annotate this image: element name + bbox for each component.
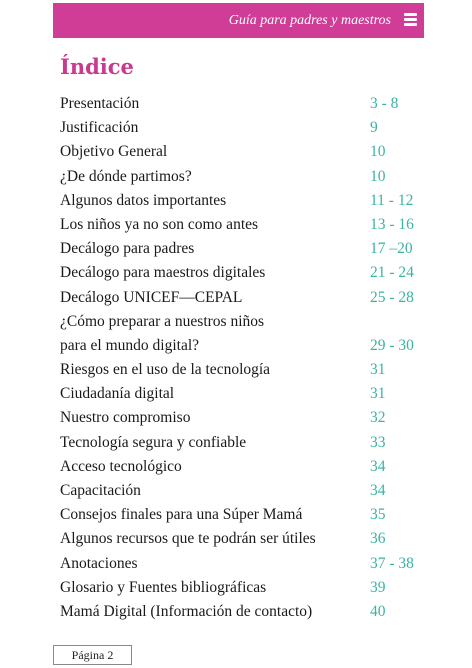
toc-entry[interactable] [60,286,435,310]
toc-entry[interactable] [60,552,435,576]
toc-entry-label: ¿Cómo preparar a nuestros niños [60,312,265,330]
toc-entry-page: 13 - 16 [370,215,414,233]
toc-entry-label: para el mundo digital? [60,336,200,354]
toc-entry-label: Decálogo para padres [60,240,195,258]
page-title: Índice [60,54,134,79]
header-title: Guía para padres y maestros [228,13,391,28]
toc-entry-page: 40 [370,602,386,620]
toc-entry[interactable] [60,189,435,213]
toc-entry-page: 17 –20 [370,240,413,258]
header-bar [53,3,424,38]
toc-entry[interactable] [60,503,435,527]
toc-entry[interactable] [60,431,435,455]
toc-entry-page: 37 - 38 [370,554,414,572]
toc-entry[interactable] [60,213,435,237]
toc-entry-label: Presentación [60,95,140,112]
toc-entry-label: Algunos datos importantes [60,191,227,209]
toc-entry[interactable] [60,310,435,334]
toc-entry-page: 31 [370,361,386,379]
toc-entry[interactable] [60,92,435,116]
toc-entry-page: 10 [370,143,386,161]
toc-entry-label: Ciudadanía digital [60,385,175,403]
toc-entry-label: Decálogo UNICEF—CEPAL [60,288,243,306]
table-of-contents [60,92,435,624]
toc-entry-label: Nuestro compromiso [60,409,191,427]
toc-entry-page: 9 [370,119,378,137]
toc-entry-page: 34 [370,457,386,475]
page-number-badge: Página 2 [53,645,132,665]
toc-entry[interactable] [60,237,435,261]
toc-entry-page: 39 [370,578,386,596]
toc-entry[interactable] [60,261,435,285]
toc-entry-page: 34 [370,482,386,499]
toc-entry[interactable] [60,165,435,189]
toc-entry-label: Los niños ya no son como antes [60,215,259,233]
toc-entry-label: Tecnología segura y confiable [60,433,247,451]
toc-entry[interactable] [60,334,435,358]
toc-entry-page: 33 [370,433,386,451]
toc-entry-page: 35 [370,506,386,524]
toc-entry-page: 21 - 24 [370,264,414,282]
toc-entry-page: 32 [370,409,386,427]
toc-entry[interactable] [60,527,435,551]
toc-entry[interactable] [60,406,435,430]
toc-entry-page: 10 [370,167,386,185]
toc-entry[interactable] [60,455,435,479]
toc-entry-label: Mamá Digital (Información de contacto) [60,602,313,620]
toc-entry-label: Capacitación [60,482,141,499]
toc-entry-label: Anotaciones [60,554,138,572]
toc-entry-page: 11 - 12 [370,191,414,209]
toc-entry-label: Justificación [60,119,139,137]
toc-entry-label: Riesgos en el uso de la tecnología [60,361,271,379]
toc-entry-label: ¿De dónde partimos? [60,167,192,185]
toc-entry-page: 29 - 30 [370,336,414,354]
toc-entry-label: Algunos recursos que te podrán ser útiles [60,530,316,548]
toc-entry[interactable] [60,140,435,164]
toc-entry-page: 3 - 8 [370,95,399,112]
toc-entry-label: Objetivo General [60,143,168,161]
toc-entry-page: 31 [370,385,386,403]
toc-entry[interactable] [60,382,435,406]
toc-entry[interactable] [60,358,435,382]
toc-entry[interactable] [60,600,435,624]
hamburger-menu-icon[interactable] [404,12,417,26]
toc-entry-page: 36 [370,530,386,548]
toc-entry[interactable] [60,116,435,140]
toc-entry-label: Glosario y Fuentes bibliográficas [60,578,267,596]
toc-entry-label: Acceso tecnológico [60,457,182,475]
toc-entry[interactable] [60,479,435,503]
toc-entry-label: Decálogo para maestros digitales [60,264,266,282]
toc-entry[interactable] [60,576,435,600]
toc-entry-label: Consejos finales para una Súper Mamá [60,506,303,524]
toc-entry-page: 25 - 28 [370,288,414,306]
